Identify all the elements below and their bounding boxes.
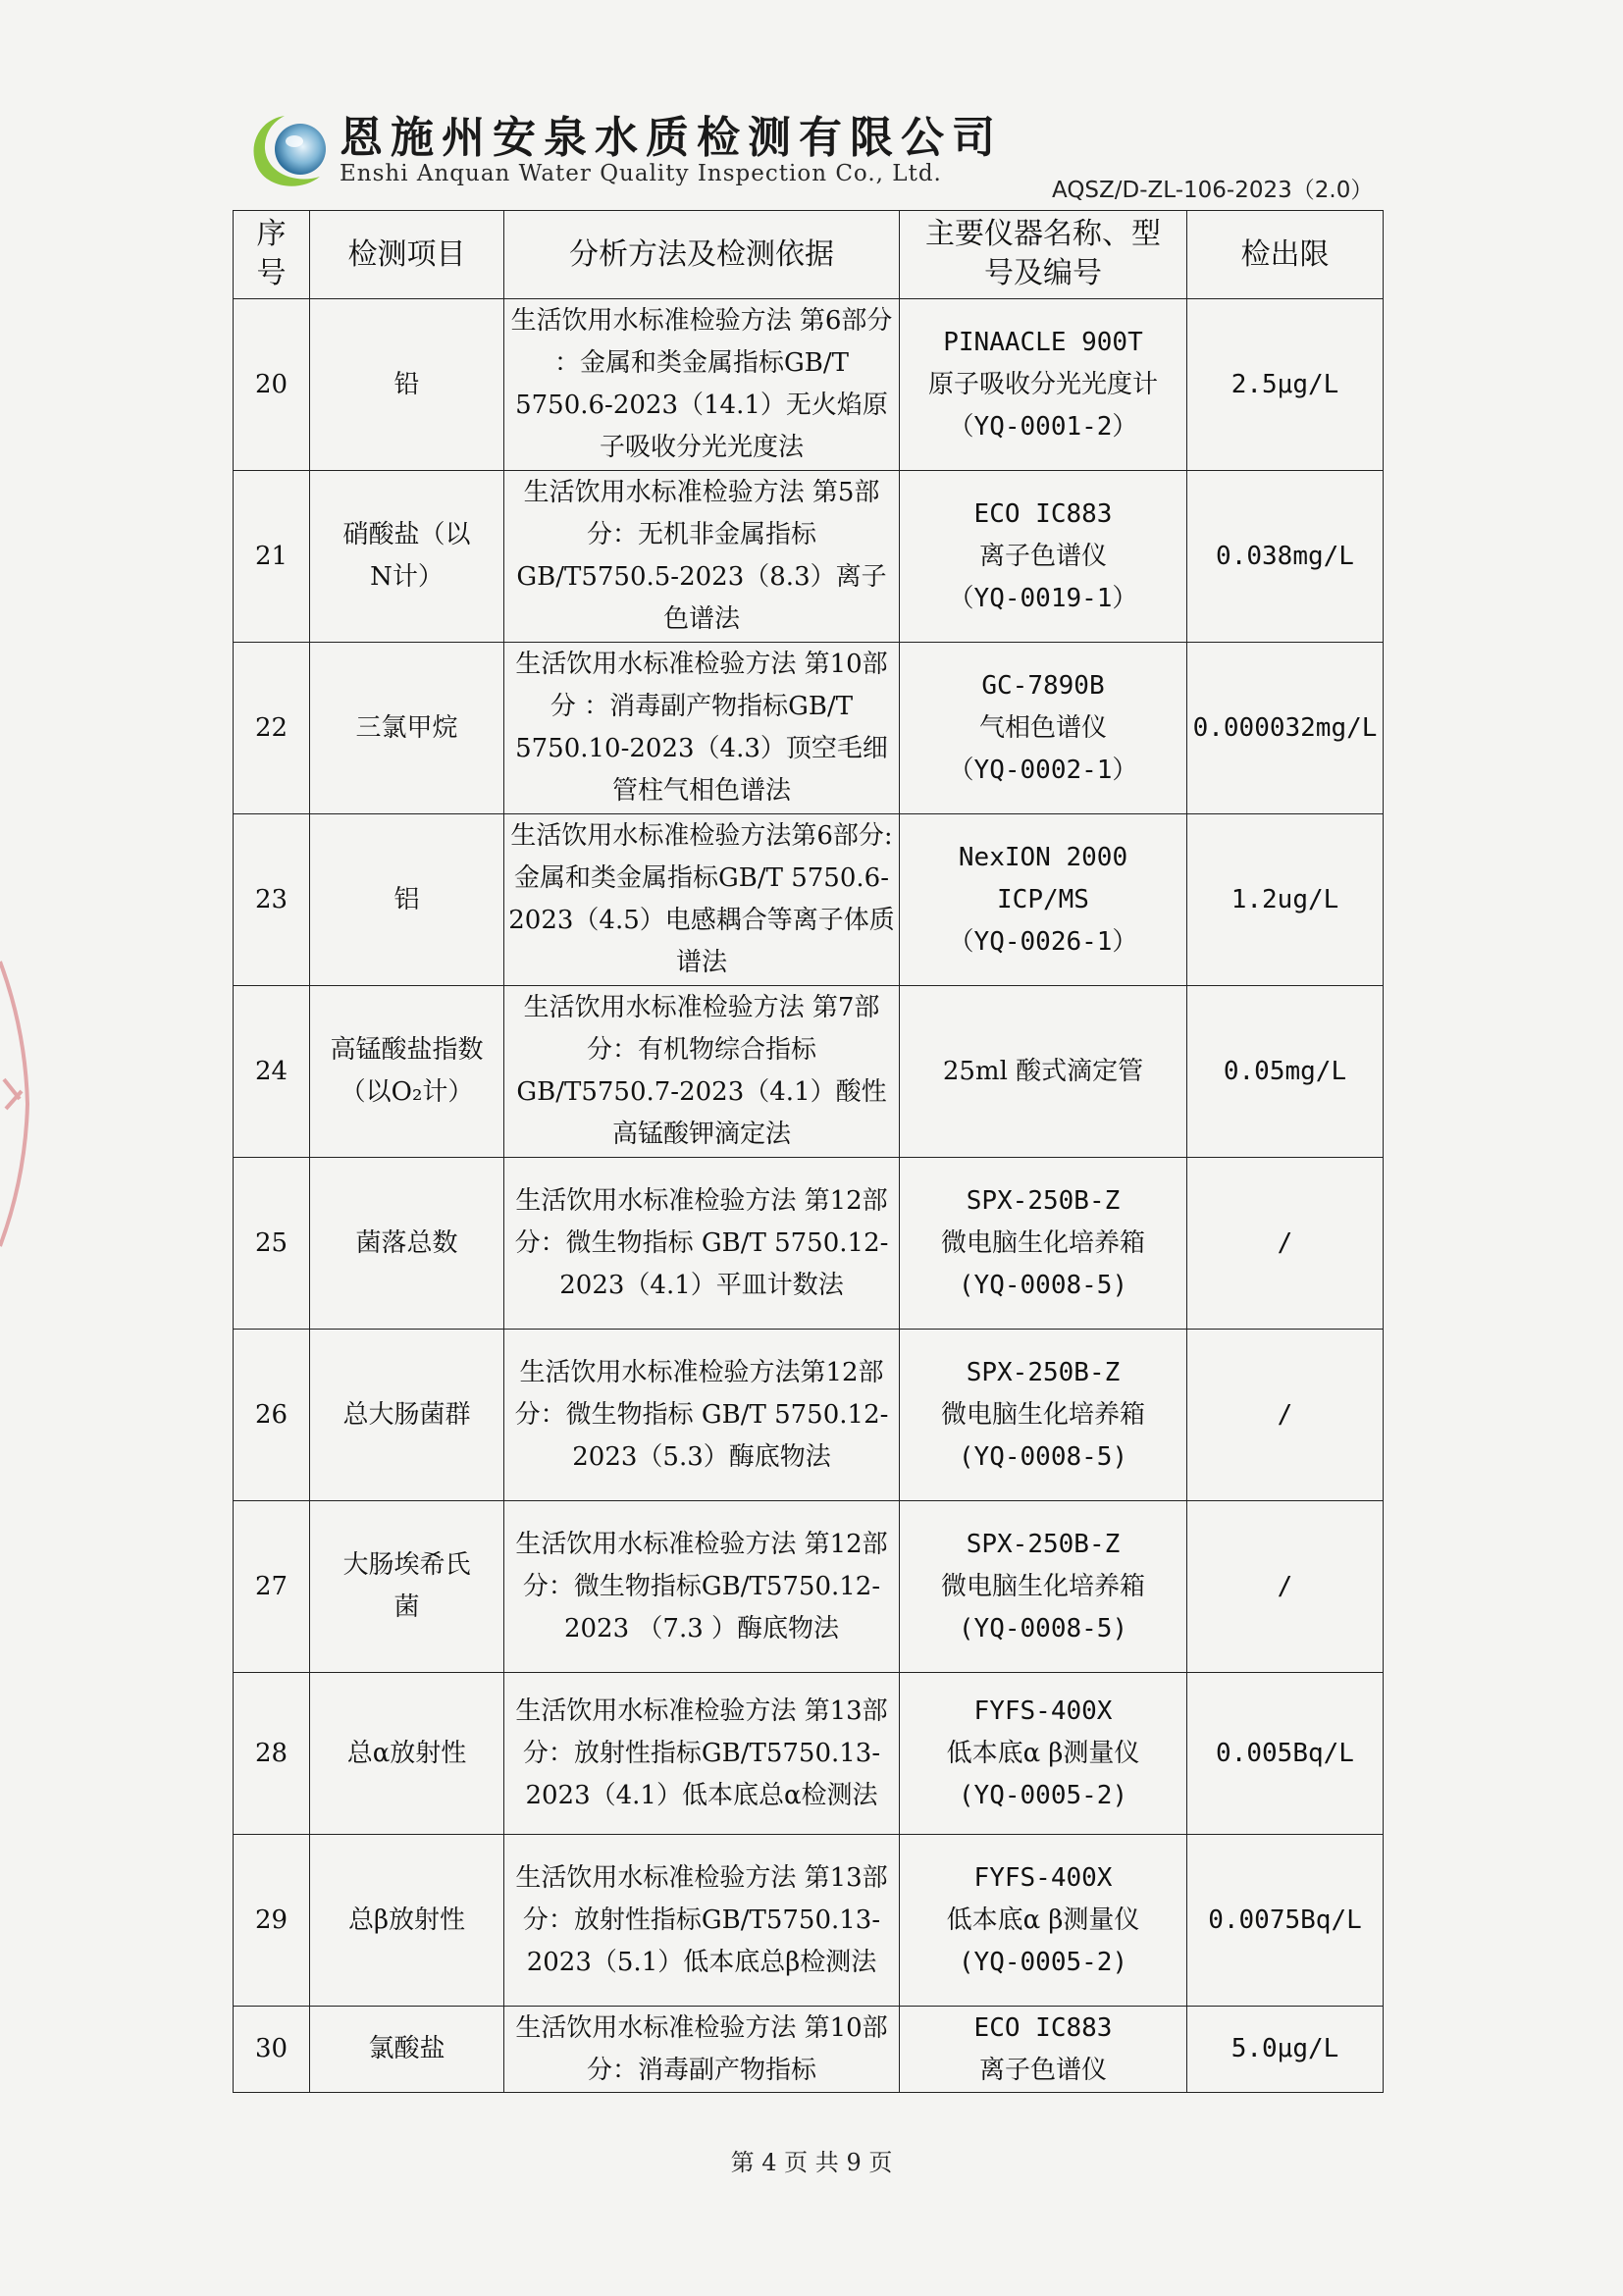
company-name-cn: 恩施州安泉水质检测有限公司 (340, 113, 1003, 163)
instrument-name: 微电脑生化培养箱 (940, 1399, 1145, 1430)
cell-seq: 29 (234, 1835, 310, 2007)
cell-instrument (900, 643, 1187, 814)
company-name-en: Enshi Anquan Water Quality Inspection Co., Ltd. (340, 161, 942, 186)
cell-instrument (900, 1158, 1187, 1330)
table-row (234, 1330, 1384, 1501)
instrument-model: PINAACLE 900T (943, 327, 1143, 357)
cell-item: 大肠埃希氏菌 (310, 1501, 504, 1673)
instrument-model: ECO IC883 (973, 2012, 1113, 2043)
instrument-name: 原子吸收分光光度计 (927, 369, 1158, 399)
cell-limit: 0.000032mg/L (1187, 643, 1384, 814)
table-row (234, 471, 1384, 643)
cell-seq: 23 (234, 814, 310, 986)
instrument-id: （YQ-0001-2） (948, 411, 1138, 442)
cell-instrument (900, 2007, 1187, 2093)
cell-instrument (900, 814, 1187, 986)
instrument-name: 离子色谱仪 (978, 541, 1107, 571)
cell-method: 生活饮用水标准检验方法 第12部分：微生物指标 GB/T 5750.12-2023（4.1）平皿计数法 (504, 1158, 900, 1330)
cell-limit: 0.0075Bq/L (1187, 1835, 1384, 2007)
cell-item: 总β放射性 (310, 1835, 504, 2007)
company-logo-icon (245, 110, 340, 192)
instrument-name: 气相色谱仪 (978, 712, 1107, 743)
instrument-model: GC-7890B (981, 670, 1105, 701)
header-instrument: 主要仪器名称、型号及编号 (900, 211, 1187, 299)
seal-stamp-fragment (0, 942, 33, 1266)
table-row (234, 1835, 1384, 2007)
instrument-name: 低本底α β测量仪 (946, 1905, 1140, 1935)
cell-item: 菌落总数 (310, 1158, 504, 1330)
instrument-model: FYFS-400X (973, 1696, 1113, 1726)
table-row (234, 1673, 1384, 1835)
instrument-name: 低本底α β测量仪 (946, 1738, 1140, 1768)
cell-method: 生活饮用水标准检验方法 第13部分：放射性指标GB/T5750.13-2023（4.1）低本底总α检测法 (504, 1673, 900, 1835)
instrument-model: SPX-250B-Z (966, 1185, 1121, 1216)
header-method: 分析方法及检测依据 (504, 211, 900, 299)
cell-method: 生活饮用水标准检验方法 第13部分：放射性指标GB/T5750.13-2023（5.1）低本底总β检测法 (504, 1835, 900, 2007)
cell-item: 三氯甲烷 (310, 643, 504, 814)
instrument-name: 微电脑生化培养箱 (940, 1227, 1145, 1258)
table-row (234, 814, 1384, 986)
table-row (234, 299, 1384, 471)
cell-item: 氯酸盐 (310, 2007, 504, 2093)
table-header-row (234, 211, 1384, 299)
cell-limit: 2.5μg/L (1187, 299, 1384, 471)
cell-instrument (900, 299, 1187, 471)
cell-item: 总大肠菌群 (310, 1330, 504, 1501)
cell-limit: / (1187, 1330, 1384, 1501)
instrument-model: NexION 2000 (958, 842, 1128, 872)
instrument-id: (YQ-0005-2) (958, 1947, 1128, 1977)
instrument-model: SPX-250B-Z (966, 1529, 1121, 1559)
instrument-id: (YQ-0008-5) (958, 1270, 1128, 1300)
instrument-id: (YQ-0008-5) (958, 1613, 1128, 1644)
cell-instrument (900, 1330, 1187, 1501)
instrument-name: 离子色谱仪 (978, 2055, 1107, 2085)
cell-instrument (900, 1835, 1187, 2007)
cell-method: 生活饮用水标准检验方法 第10部分：消毒副产物指标 (504, 2007, 900, 2093)
cell-instrument (900, 1673, 1187, 1835)
cell-seq: 25 (234, 1158, 310, 1330)
table-row (234, 2007, 1384, 2093)
header-limit: 检出限 (1187, 211, 1384, 299)
cell-limit: / (1187, 1158, 1384, 1330)
cell-seq: 20 (234, 299, 310, 471)
instrument-model: ECO IC883 (973, 498, 1113, 529)
page-number: 第 4 页 共 9 页 (730, 2149, 893, 2176)
instrument-id: (YQ-0005-2) (958, 1780, 1128, 1810)
cell-instrument (900, 1501, 1187, 1673)
instrument-id: （YQ-0002-1） (948, 755, 1138, 785)
instrument-model: SPX-250B-Z (966, 1357, 1121, 1387)
instrument-id: （YQ-0019-1） (948, 583, 1138, 613)
instrument-id: (YQ-0008-5) (958, 1441, 1128, 1472)
cell-limit: / (1187, 1501, 1384, 1673)
cell-seq: 24 (234, 986, 310, 1158)
cell-item: 高锰酸盐指数（以O₂计） (310, 986, 504, 1158)
cell-limit: 0.005Bq/L (1187, 1673, 1384, 1835)
cell-seq: 28 (234, 1673, 310, 1835)
cell-seq: 22 (234, 643, 310, 814)
table-row (234, 1158, 1384, 1330)
instrument-name: 25ml 酸式滴定管 (942, 1056, 1144, 1086)
cell-instrument (900, 986, 1187, 1158)
cell-instrument (900, 471, 1187, 643)
cell-limit: 1.2ug/L (1187, 814, 1384, 986)
cell-method: 生活饮用水标准检验方法第6部分:金属和类金属指标GB/T 5750.6-2023（4.5）电感耦合等离子体质谱法 (504, 814, 900, 986)
cell-item: 铅 (310, 299, 504, 471)
cell-method: 生活饮用水标准检验方法 第12部分：微生物指标GB/T5750.12-2023 （7.3 ）酶底物法 (504, 1501, 900, 1673)
test-methods-table (233, 210, 1384, 2093)
instrument-name: ICP/MS (997, 884, 1089, 914)
document-code: AQSZ/D-ZL-106-2023（2.0） (1052, 178, 1374, 203)
cell-seq: 30 (234, 2007, 310, 2093)
cell-method: 生活饮用水标准检验方法 第5部分：无机非金属指标GB/T5750.5-2023（8.3）离子色谱法 (504, 471, 900, 643)
cell-item: 铝 (310, 814, 504, 986)
cell-limit: 5.0μg/L (1187, 2007, 1384, 2093)
cell-seq: 21 (234, 471, 310, 643)
cell-item: 硝酸盐（以N计） (310, 471, 504, 643)
cell-method: 生活饮用水标准检验方法 第6部分 ：金属和类金属指标GB/T 5750.6-2023（14.1）无火焰原子吸收分光光度法 (504, 299, 900, 471)
cell-method: 生活饮用水标准检验方法 第10部分 ：消毒副产物指标GB/T 5750.10-2023（4.3）顶空毛细管柱气相色谱法 (504, 643, 900, 814)
table-row (234, 643, 1384, 814)
header-item: 检测项目 (310, 211, 504, 299)
instrument-model: FYFS-400X (973, 1862, 1113, 1893)
table-row (234, 1501, 1384, 1673)
cell-limit: 0.038mg/L (1187, 471, 1384, 643)
instrument-id: （YQ-0026-1） (948, 926, 1138, 957)
cell-seq: 26 (234, 1330, 310, 1501)
table-row (234, 986, 1384, 1158)
instrument-name: 微电脑生化培养箱 (940, 1571, 1145, 1601)
cell-limit: 0.05mg/L (1187, 986, 1384, 1158)
cell-method: 生活饮用水标准检验方法 第7部分：有机物综合指标GB/T5750.7-2023（4.1）酸性高锰酸钾滴定法 (504, 986, 900, 1158)
cell-item: 总α放射性 (310, 1673, 504, 1835)
header-seq: 序号 (234, 211, 310, 299)
cell-seq: 27 (234, 1501, 310, 1673)
cell-method: 生活饮用水标准检验方法第12部分：微生物指标 GB/T 5750.12-2023（5.3）酶底物法 (504, 1330, 900, 1501)
